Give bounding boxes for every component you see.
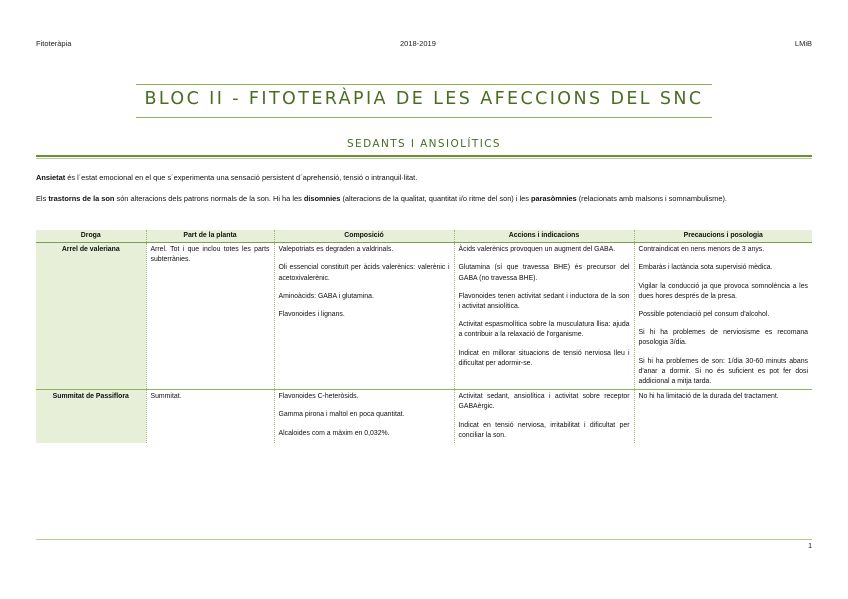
action-item: Activitat sedant, ansiolítica i activitat sobre receptor GABAèrgic. [458,393,630,411]
footer-rule [36,539,812,540]
action-item: Flavonoides tenen activitat sedant i inductora de la son i activitat ansiolítica. [458,292,630,311]
composition-cell [274,390,454,443]
composition-item: Flavonoides C-heteròsids. [278,393,359,401]
text-segment: (alteracions de la qualitat, quantitat i/o ritme del son) i les [340,194,532,203]
action-item: Activitat espasmolítica sobre la musculatura llisa: ajuda a contribuir a la relaxació de l'organisme. [458,321,630,339]
table-header-row [36,230,812,243]
column-header-plant-part: Part de la planta [146,230,274,243]
text-segment: són alteracions dels patrons normals de la son. Hi ha les [114,194,304,203]
precaution-item: Embaràs i lactància sota supervisió mèdica. [638,264,773,272]
term-dyssomnias: disomnies [303,194,341,203]
composition-item: Oli essencial constituït per àcids valerènics: valerènic i acetoxivalerènic. [278,264,450,282]
precaution-item: Si hi ha problemes de nerviosisme es recomana posologia 3/dia. [638,329,808,347]
precaution-item: Si hi ha problemes de son: 1/dia 30-60 minuts abans d'anar a dormir. Si no és suficient es pot fer dosi addicional a mitja tarda. [638,357,808,386]
header-author: LMiB [794,39,812,48]
term-anxiety: Ansietat [36,173,66,182]
column-header-composition: Composició [274,230,454,243]
title-bottom-rule [136,117,712,118]
title-top-rule [136,84,712,85]
action-item: Indicat en millorar situacions de tensió nerviosa lleu i dificultat per adormir-se. [458,349,630,367]
subtitle-rule-thin [36,158,812,159]
text-segment: (relacionats amb malsons i somnambulisme). [576,194,727,203]
plant-part-cell: Arrel. Tot i que inclou totes les parts subterrànies. [146,243,274,390]
composition-item: Valepotriats es degraden a valdrinals. [278,246,394,254]
column-header-precautions: Precaucions i posologia [634,230,812,243]
composition-item: Gamma pirona i maltol en poca quantitat. [278,411,405,419]
header-year: 2018-2019 [400,39,436,48]
composition-item: Aminoàcids: GABA i glutamina. [278,292,374,300]
composition-item: Flavonoides i lignans. [278,311,345,319]
page-title: BLOC II - FITOTERÀPIA DE LES AFECCIONS DEL SNC [144,89,704,109]
column-header-drug: Droga [36,230,146,243]
term-parasomnias: parasòmnies [531,194,577,203]
precaution-item: Possible potenciació pel consum d'alcohol. [638,311,770,319]
subtitle-rule [36,155,812,157]
composition-item: Alcaloides com a màxim en 0,032%. [278,429,390,437]
action-item: Glutamina (sí que travessa BHE) és precursor del GABA (no travessa BHE). [458,264,630,282]
precautions-cell [634,243,812,390]
precaution-item: Contraindicat en nens menors de 3 anys. [638,246,765,254]
action-item: Indicat en tensió nerviosa, irritabilitat i dificultat per conciliar la son. [458,421,630,439]
precautions-cell [634,390,812,443]
header-course: Fitoteràpia [36,39,72,48]
drug-cell: Summitat de Passiflora [36,390,146,443]
paragraph-anxiety [36,172,812,183]
paragraph-sleep-disorders [36,193,812,204]
action-item: Àcids valerènics provoquen un augment del GABA. [458,246,616,254]
actions-cell [454,243,634,390]
actions-cell [454,390,634,443]
table-row [36,390,812,443]
precaution-item: Vigilar la conducció ja que provoca somnolència a les dues hores després de la presa. [638,282,808,300]
herbs-table [36,230,812,443]
page-number: 1 [808,543,812,550]
table-row [36,243,812,390]
drug-cell: Arrel de valeriana [36,243,146,390]
plant-part-cell: Summitat. [146,390,274,443]
term-sleep-disorders: trastorns de la son [48,194,115,203]
anxiety-definition: és l´estat emocional en el que s´experimenta una sensació persistent d´aprehensió, tensió o intranquil·litat. [65,173,418,182]
composition-cell [274,243,454,390]
text-segment: Els [36,194,49,203]
column-header-actions: Accions i indicacions [454,230,634,243]
precaution-item: No hi ha limitació de la durada del tractament. [638,393,779,401]
section-subtitle: SEDANTS I ANSIOLÍTICS [346,138,501,150]
